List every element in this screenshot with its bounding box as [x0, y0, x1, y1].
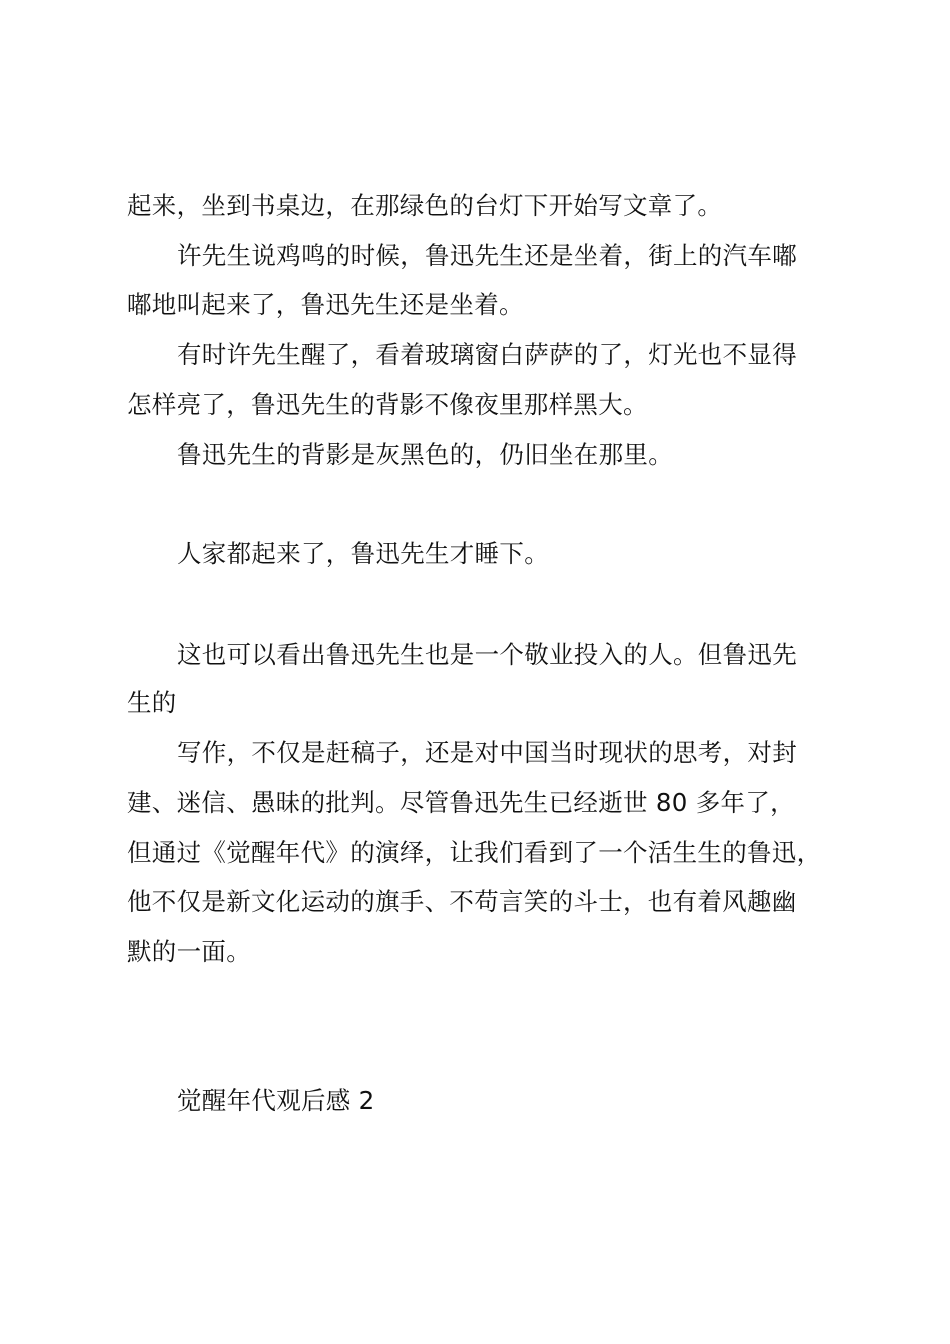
text-line: 起来，坐到书桌边，在那绿色的台灯下开始写文章了。	[127, 191, 723, 220]
text-line: 嘟地叫起来了，鲁迅先生还是坐着。	[127, 290, 524, 319]
paragraph-start: 这也可以看出鲁迅先生也是一个敬业投入的人。但鲁迅先	[177, 640, 797, 669]
text-line: 生的	[127, 688, 177, 717]
text-line: 他不仅是新文化运动的旗手、不苟言笑的斗士，也有着风趣幽	[127, 887, 797, 916]
paragraph-start: 人家都起来了，鲁迅先生才睡下。	[177, 539, 549, 568]
paragraph-start: 写作，不仅是赶稿子，还是对中国当时现状的思考，对封	[177, 738, 797, 767]
text-line: 但通过《觉醒年代》的演绎，让我们看到了一个活生生的鲁迅，	[127, 838, 822, 867]
text-line: 怎样亮了，鲁迅先生的背影不像夜里那样黑大。	[127, 390, 648, 419]
paragraph-start: 有时许先生醒了，看着玻璃窗白萨萨的了，灯光也不显得	[177, 340, 797, 369]
paragraph-start: 许先生说鸡鸣的时候，鲁迅先生还是坐着，街上的汽车嘟	[177, 241, 797, 270]
section-heading: 觉醒年代观后感 2	[177, 1086, 375, 1115]
text-line: 建、迷信、愚昧的批判。尽管鲁迅先生已经逝世 80 多年了，	[127, 788, 795, 817]
text-line: 默的一面。	[127, 937, 251, 966]
paragraph-start: 鲁迅先生的背影是灰黑色的，仍旧坐在那里。	[177, 440, 673, 469]
